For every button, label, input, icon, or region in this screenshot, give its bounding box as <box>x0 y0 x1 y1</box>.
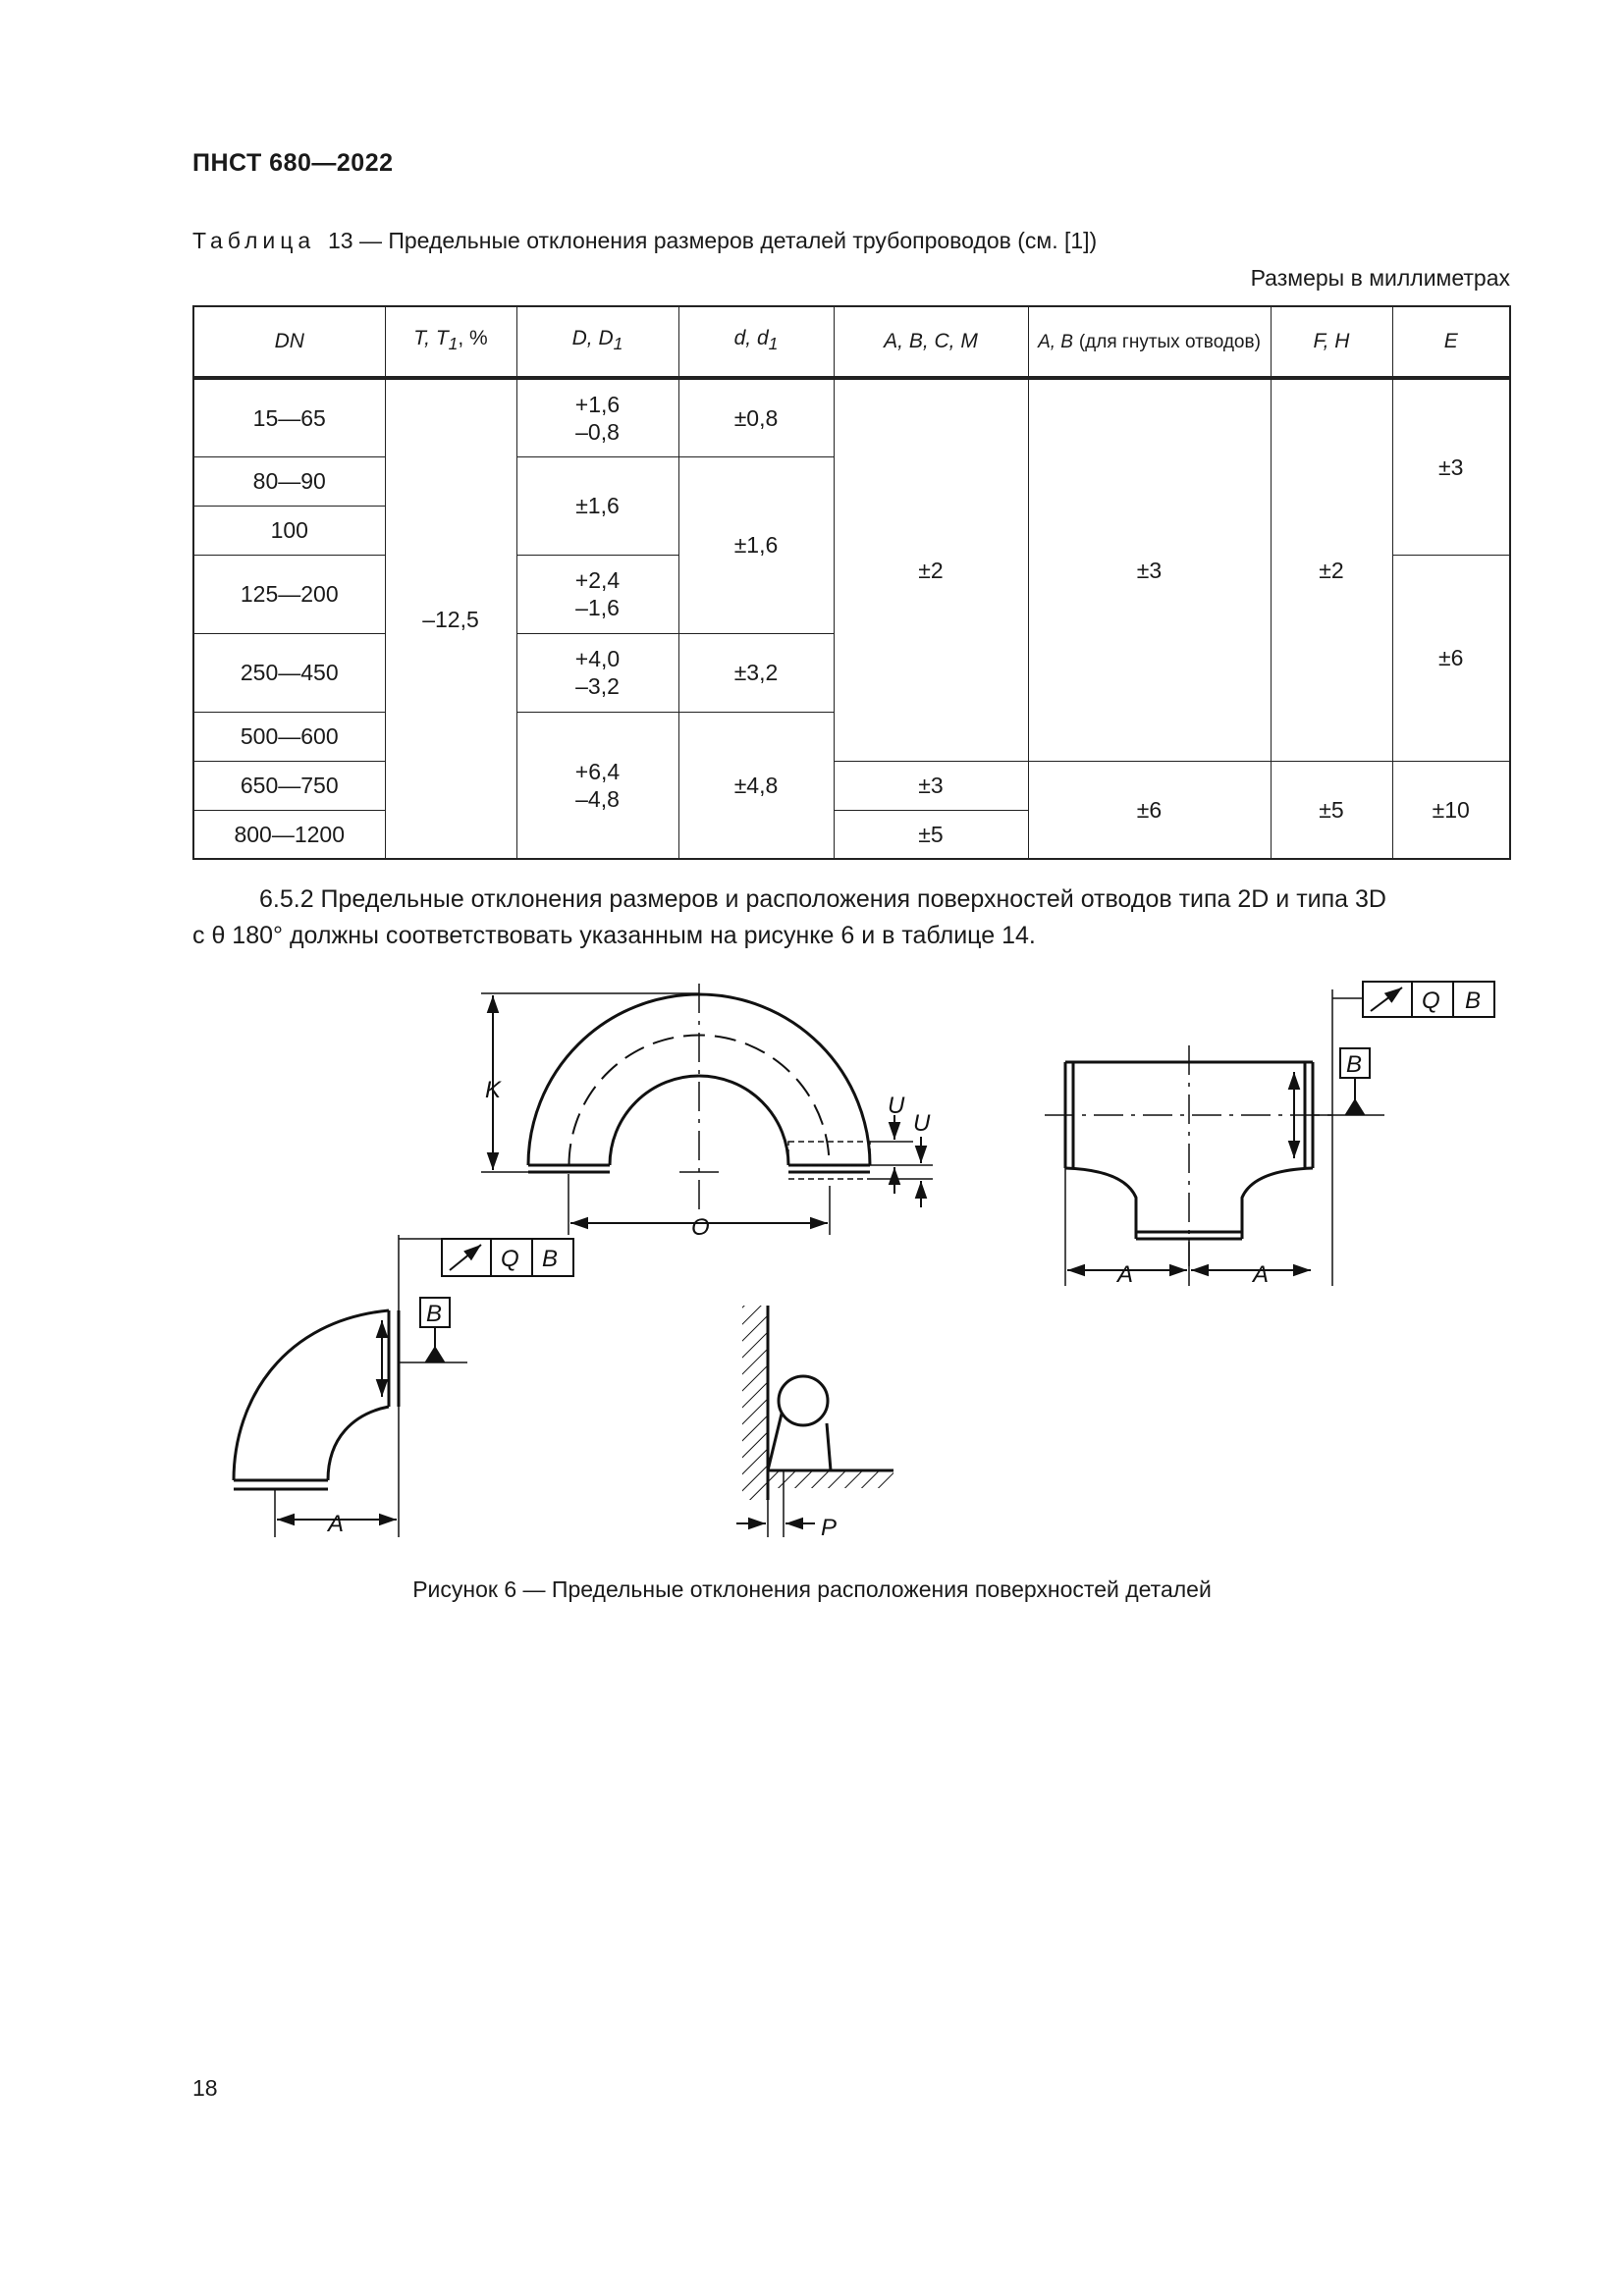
cell-d: ±4,8 <box>678 712 834 859</box>
paragraph-line-1: 6.5.2 Предельные отклонения размеров и расположения поверхностей отводов типа 2D и типа 3D <box>259 885 1386 913</box>
header-abcm: A, B, C, M <box>834 306 1028 378</box>
header-ab-bent-italic: A, B <box>1038 331 1073 352</box>
document-code: ПНСТ 680—2022 <box>192 149 394 177</box>
cell-abcm-main: ±2 <box>834 378 1028 761</box>
cell-d: ±3,2 <box>678 633 834 712</box>
cell-abcm: ±3 <box>834 761 1028 810</box>
tee-view <box>1045 982 1494 1286</box>
header-inner-diameter-sub: 1 <box>768 334 779 354</box>
label-B-elbow-datum: B <box>426 1301 443 1327</box>
cell-D: ±1,6 <box>516 456 678 555</box>
cell-abcm: ±5 <box>834 810 1028 859</box>
cell-D-minus: –0,8 <box>575 418 620 445</box>
cell-D-minus: –3,2 <box>575 673 620 699</box>
cell-dn: 650—750 <box>193 761 385 810</box>
cell-e-mid: ±6 <box>1392 555 1510 761</box>
header-outer-diameter-a: D, D <box>571 327 614 350</box>
cell-dn: 500—600 <box>193 712 385 761</box>
cell-dn: 15—65 <box>193 378 385 456</box>
paragraph-line-2: с θ 180° должны соответствовать указанным на рисунке 6 и в таблице 14. <box>192 922 1036 949</box>
cell-D-plus: +2,4 <box>574 567 621 593</box>
cell-fh-main: ±2 <box>1271 378 1392 761</box>
cell-dn: 125—200 <box>193 555 385 633</box>
elbow-view <box>234 1235 573 1537</box>
header-thickness-a: T, T <box>413 327 449 350</box>
cell-d: ±0,8 <box>678 378 834 456</box>
header-outer-diameter-sub: 1 <box>613 334 623 354</box>
header-thickness-b: , % <box>458 327 488 350</box>
label-Q-elbow: Q <box>501 1246 519 1272</box>
header-e: E <box>1392 306 1510 378</box>
cell-fh-large: ±5 <box>1271 761 1392 859</box>
cell-D-plus: +6,4 <box>574 758 621 784</box>
header-fh: F, H <box>1271 306 1392 378</box>
label-A-tee-left: A <box>1117 1261 1134 1288</box>
label-K: K <box>485 1077 502 1103</box>
cell-t-all: –12,5 <box>385 378 516 859</box>
figure-caption: Рисунок 6 — Предельные отклонения расположения поверхностей деталей <box>412 1576 1212 1602</box>
cell-dn: 80—90 <box>193 456 385 506</box>
header-ab-bent-rest: (для гнутых отводов) <box>1078 331 1261 352</box>
label-B-elbow-frame: B <box>542 1246 559 1272</box>
label-A-tee-right: A <box>1253 1261 1270 1288</box>
cell-e-small: ±3 <box>1392 378 1510 555</box>
header-inner-diameter-a: d, d <box>733 327 769 350</box>
label-U-outer: U <box>888 1093 905 1119</box>
page-number: 18 <box>192 2075 218 2101</box>
cell-D-minus: –4,8 <box>575 785 620 812</box>
label-B-tee-datum: B <box>1346 1051 1363 1078</box>
cell-D-plus: +1,6 <box>574 391 621 417</box>
label-B-tee-frame: B <box>1465 988 1482 1014</box>
label-Q-tee: Q <box>1422 988 1440 1014</box>
table-caption-word: Таблица <box>192 228 316 253</box>
table-units-note: Размеры в миллиметрах <box>1250 265 1510 291</box>
u-bend-view <box>481 984 933 1235</box>
cell-ab-bent-large: ±6 <box>1028 761 1271 859</box>
header-dn: DN <box>193 306 385 378</box>
table-caption-text: 13 — Предельные отклонения размеров деталей трубопроводов (см. [1]) <box>327 228 1098 253</box>
label-P: P <box>821 1515 838 1541</box>
cell-e-large: ±10 <box>1392 761 1510 859</box>
cell-D-minus: –1,6 <box>575 595 620 620</box>
label-O: O <box>691 1214 710 1241</box>
cell-d: ±1,6 <box>678 456 834 633</box>
cell-ab-bent-main: ±3 <box>1028 378 1271 761</box>
header-thickness-sub: 1 <box>448 334 459 354</box>
cell-D-plus: +4,0 <box>574 646 621 671</box>
cell-dn: 800—1200 <box>193 810 385 859</box>
cell-dn: 100 <box>193 506 385 555</box>
cell-dn: 250—450 <box>193 633 385 712</box>
label-U-inner: U <box>913 1110 931 1137</box>
label-A-elbow: A <box>328 1511 345 1537</box>
perpendicularity-view <box>736 1306 893 1537</box>
